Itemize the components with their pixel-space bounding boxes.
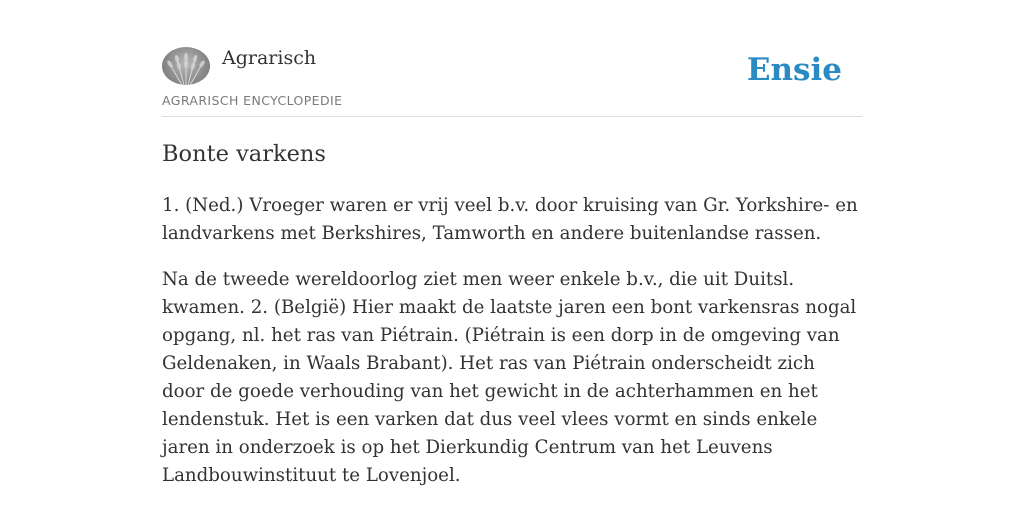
- article-body: [162, 192, 862, 508]
- article-paragraph-1: 1. (Ned.) Vroeger waren er vrij veel b.v. door kruising van Gr. Yorkshire- en landvarkens met Berkshires, Tamworth en andere buitenlandse rassen.: [162, 195, 858, 244]
- wheat-logo-icon[interactable]: [162, 47, 210, 85]
- source-name[interactable]: Agrarisch: [222, 47, 317, 69]
- article-paragraph-2: Na de tweede wereldoorlog ziet men weer enkele b.v., die uit Duitsl. kwamen. 2. (België) Hier maakt de laatste jaren een bont varkensras nogal opgang, nl. het ras van Piétrain. (Piétrain is een dorp in de omgeving van Geldenaken, in Waals Brabant). Het ras van Piétrain onderscheidt zich door de goede verhouding van het gewicht in de achterhammen en het lendenstuk. Het is een varken dat dus veel vlees vormt en sinds enkele jaren in onderzoek is op het Dierkundig Centrum van het Leuvens Landbouwinstituut te Lovenjoel.: [162, 269, 857, 486]
- source-header: [162, 44, 862, 117]
- ensie-brand-link[interactable]: Ensie: [746, 52, 842, 88]
- source-subtitle: AGRARISCH ENCYCLOPEDIE: [162, 93, 343, 108]
- article-title: Bonte varkens: [162, 141, 326, 167]
